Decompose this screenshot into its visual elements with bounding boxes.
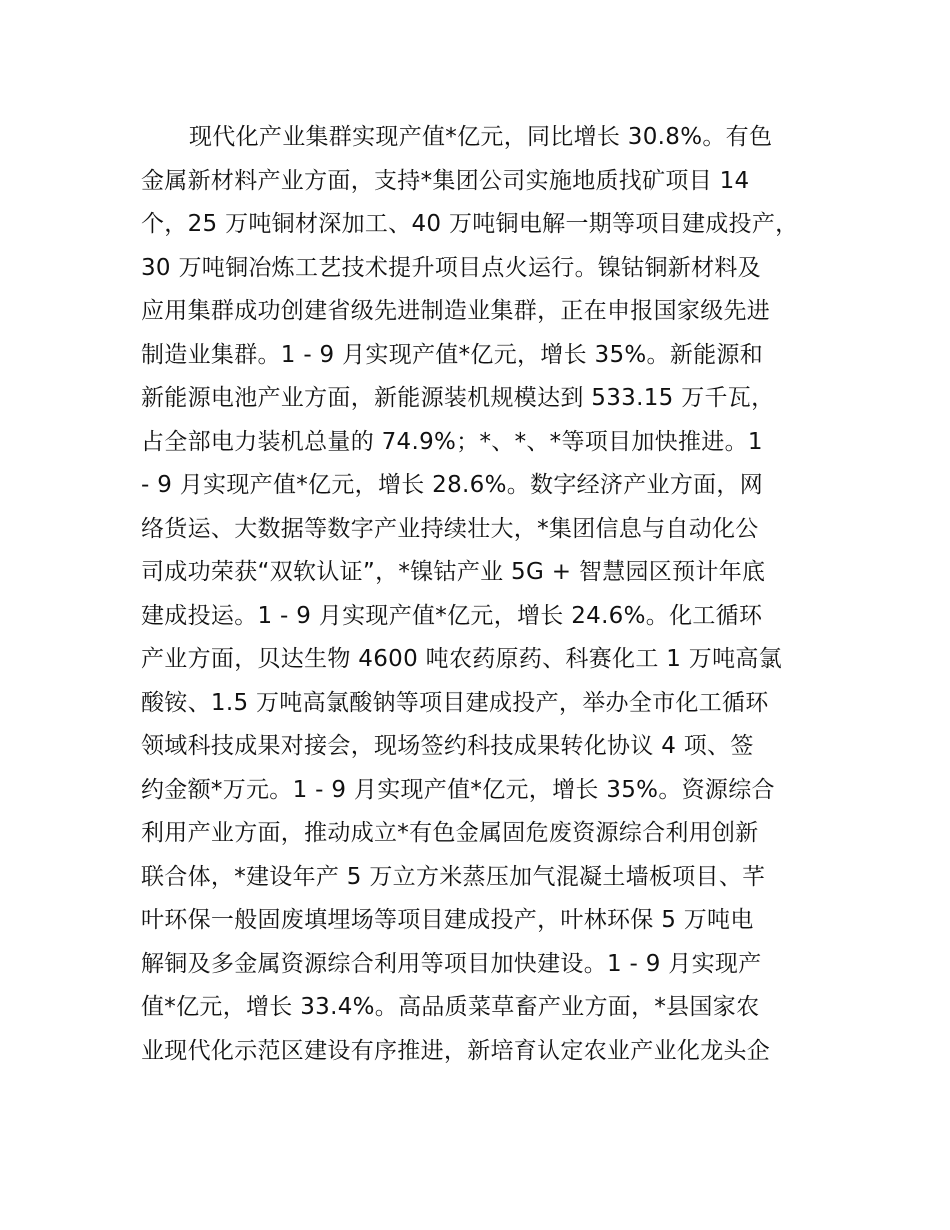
text-line: 金属新材料产业方面，支持*集团公司实施地质找矿项目 14 [141, 167, 750, 194]
text-line: 络货运、大数据等数字产业持续壮大，*集团信息与自动化公 [141, 515, 759, 542]
text-line: 新能源电池产业方面，新能源装机规模达到 533.15 万千瓦， [141, 385, 775, 411]
text-line: 个，25 万吨铜材深加工、40 万吨铜电解一期等项目建成投产， [141, 211, 799, 237]
text-line: - 9 月实现产值*亿元，增长 28.6%。数字经济产业方面，网 [141, 472, 764, 498]
text-line: 领域科技成果对接会，现场签约科技成果转化协议 4 项、签 [141, 733, 754, 759]
text-line: 业现代化示范区建设有序推进，新培育认定农业产业化龙头企 [141, 1037, 771, 1064]
body-paragraph [141, 116, 861, 1073]
text-line: 司成功荣获“双软认证”，*镍钴产业 5G + 智慧园区预计年底 [141, 559, 766, 585]
text-line: 现代化产业集群实现产值*亿元，同比增长 30.8%。有色 [189, 124, 773, 150]
text-line: 30 万吨铜冶炼工艺技术提升项目点火运行。镍钴铜新材料及 [141, 254, 761, 281]
text-line: 联合体，*建设年产 5 万立方米蒸压加气混凝土墙板项目、芊 [141, 863, 766, 890]
text-line: 应用集群成功创建省级先进制造业集群，正在申报国家级先进 [141, 298, 771, 324]
text-line: 值*亿元，增长 33.4%。高品质菜草畜产业方面，*县国家农 [141, 994, 760, 1020]
text-line: 制造业集群。1 - 9 月实现产值*亿元，增长 35%。新能源和 [141, 341, 764, 368]
text-line: 建成投运。1 - 9 月实现产值*亿元，增长 24.6%。化工循环 [141, 602, 763, 629]
text-line: 约金额*万元。1 - 9 月实现产值*亿元，增长 35%。资源综合 [141, 776, 775, 803]
text-line: 解铜及多金属资源综合利用等项目加快建设。1 - 9 月实现产 [141, 950, 762, 977]
text-line: 酸铵、1.5 万吨高氯酸钠等项目建成投产，举办全市化工循环 [141, 689, 769, 716]
text-line: 产业方面，贝达生物 4600 吨农药原药、科赛化工 1 万吨高氯 [141, 646, 783, 672]
text-line: 叶环保一般固废填埋场等项目建成投产，叶林环保 5 万吨电 [141, 907, 754, 933]
text-line: 占全部电力装机总量的 74.9%；*、*、*等项目加快推进。1 [141, 428, 763, 455]
text-line: 利用产业方面，推动成立*有色金属固危废资源综合利用创新 [141, 820, 759, 846]
